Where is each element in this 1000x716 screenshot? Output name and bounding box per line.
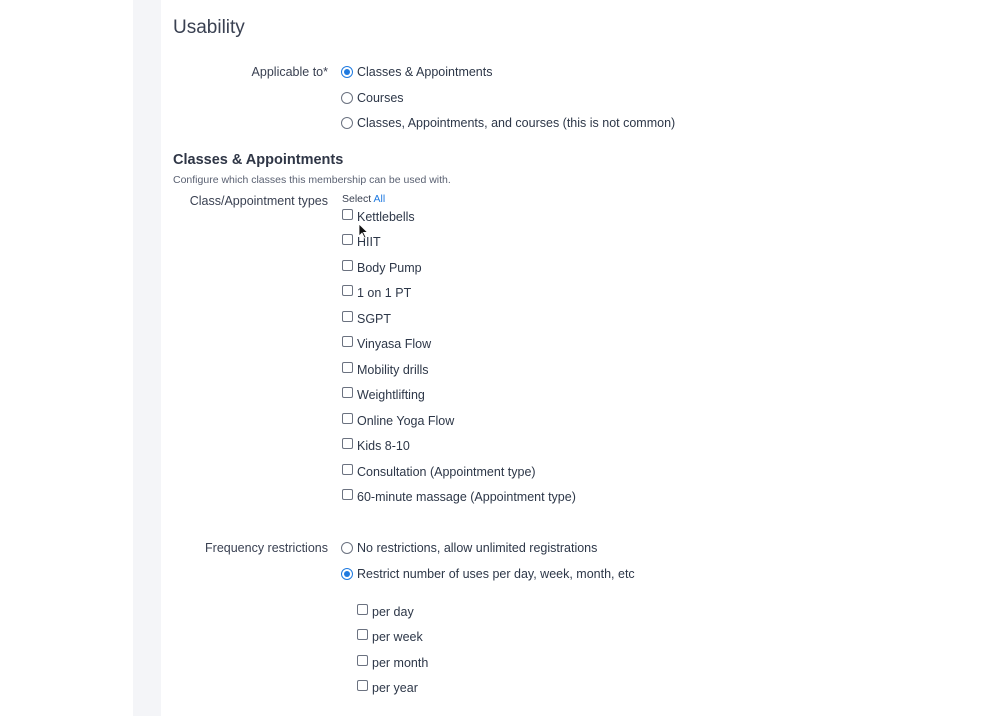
checkbox[interactable] [342, 464, 353, 475]
type-checkbox-vinyasa-flow[interactable] [342, 337, 431, 351]
period-label: per year [372, 681, 418, 695]
option-label: Restrict number of uses per day, week, month, etc [357, 567, 635, 581]
select-all-row [342, 193, 385, 205]
option-label: Courses [357, 91, 404, 105]
radio-unlimited[interactable] [341, 542, 353, 554]
checkbox[interactable] [342, 438, 353, 449]
checkbox[interactable] [357, 604, 368, 615]
option-label: No restrictions, allow unlimited registrations [357, 541, 598, 555]
type-checkbox-sgpt[interactable] [342, 312, 391, 326]
type-checkbox-1on1-pt[interactable] [342, 286, 411, 300]
type-checkbox-kids-8-10[interactable] [342, 439, 410, 453]
type-label: Online Yoga Flow [357, 414, 455, 428]
period-checkbox-year[interactable] [357, 681, 418, 695]
checkbox[interactable] [342, 489, 353, 500]
checkbox[interactable] [342, 413, 353, 424]
type-label: Kettlebells [357, 210, 415, 224]
type-label: Mobility drills [357, 363, 429, 377]
select-all-link[interactable]: All [373, 193, 386, 205]
frequency-option-unlimited[interactable] [341, 541, 597, 555]
type-checkbox-massage[interactable] [342, 490, 576, 504]
radio-all[interactable] [341, 117, 353, 129]
frequency-option-restrict[interactable] [341, 567, 635, 581]
class-types-label: Class/Appointment types [189, 194, 328, 208]
checkbox[interactable] [357, 655, 368, 666]
classes-help-text: Configure which classes this membership can be used with. [173, 174, 451, 186]
left-gutter [0, 0, 133, 716]
checkbox[interactable] [342, 285, 353, 296]
radio-restrict[interactable] [341, 568, 353, 580]
checkbox[interactable] [342, 260, 353, 271]
applicable-option-courses[interactable] [341, 91, 404, 105]
classes-appointments-heading: Classes & Appointments [173, 152, 344, 168]
type-checkbox-body-pump[interactable] [342, 261, 422, 275]
checkbox[interactable] [357, 629, 368, 640]
radio-classes-appointments[interactable] [341, 66, 353, 78]
type-checkbox-weightlifting[interactable] [342, 388, 425, 402]
option-label: Classes & Appointments [357, 65, 493, 79]
checkbox[interactable] [342, 336, 353, 347]
type-checkbox-mobility-drills[interactable] [342, 363, 429, 377]
frequency-label: Frequency restrictions [205, 541, 328, 555]
checkbox[interactable] [342, 387, 353, 398]
checkbox[interactable] [342, 234, 353, 245]
type-checkbox-online-yoga-flow[interactable] [342, 414, 454, 428]
select-prefix: Select [342, 193, 372, 205]
period-checkbox-month[interactable] [357, 656, 428, 670]
type-checkbox-kettlebells[interactable] [342, 210, 415, 224]
type-label: HIIT [357, 235, 381, 249]
applicable-to-label: Applicable to* [251, 65, 328, 79]
period-label: per month [372, 656, 429, 670]
checkbox[interactable] [357, 680, 368, 691]
type-label: 60-minute massage (Appointment type) [357, 490, 576, 504]
period-label: per day [372, 605, 414, 619]
applicable-option-all[interactable] [341, 116, 675, 130]
applicable-option-classes-appointments[interactable] [341, 65, 493, 79]
mouse-pointer-icon [358, 223, 370, 239]
checkbox[interactable] [342, 362, 353, 373]
section-title: Usability [173, 17, 245, 38]
type-label: Kids 8-10 [357, 439, 410, 453]
sidebar-strip [133, 0, 161, 716]
type-label: Weightlifting [357, 388, 425, 402]
type-label: Consultation (Appointment type) [357, 465, 536, 479]
checkbox[interactable] [342, 311, 353, 322]
checkbox[interactable] [342, 209, 353, 220]
period-label: per week [372, 630, 423, 644]
type-label: Body Pump [357, 261, 422, 275]
option-label: Classes, Appointments, and courses (this is not common) [357, 116, 676, 130]
type-label: 1 on 1 PT [357, 286, 412, 300]
type-checkbox-consultation[interactable] [342, 465, 536, 479]
usability-form [161, 0, 1000, 716]
period-checkbox-day[interactable] [357, 605, 414, 619]
type-label: SGPT [357, 312, 392, 326]
period-checkbox-week[interactable] [357, 630, 423, 644]
radio-courses[interactable] [341, 92, 353, 104]
type-label: Vinyasa Flow [357, 337, 432, 351]
